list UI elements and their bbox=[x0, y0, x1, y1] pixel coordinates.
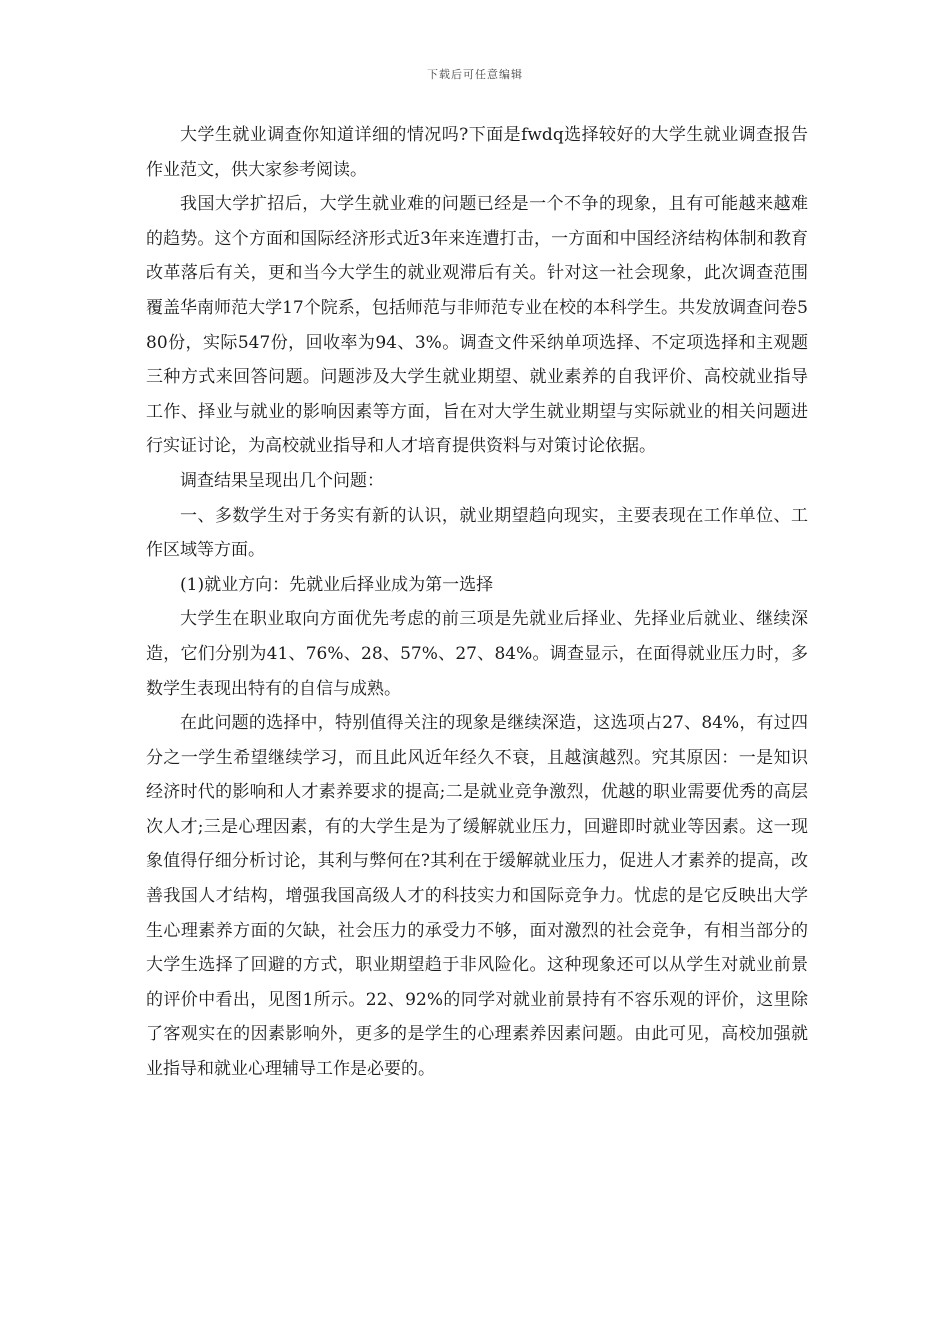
paragraph-results-heading: 调查结果呈现出几个问题： bbox=[180, 470, 384, 491]
paragraph-intro: 大学生就业调查你知道详细的情况吗?下面是fwdq选择较好的大学生就业调查报告作业范文，供大家参考阅读。 bbox=[146, 125, 808, 180]
paragraph-further-study: 在此问题的选择中，特别值得关注的现象是继续深造，这选项占27、84%，有过四分之一学生希望继续学习，而且此风近年经久不衰，且越演越烈。究其原因：一是知识经济时代的影响和人才素养要求的提高;二是就业竞争激烈，优越的职业需要优秀的高层次人才;三是心理因素，有的大学生是为了缓解就业压力，回避即时就业等因素。这一现象值得仔细分析讨论，其利与弊何在?其利在于缓解就业压力，促进人才素养的提高，改善我国人才结构，增强我国高级人才的科技实力和国际竞争力。忧虑的是它反映出大学生心理素养方面的欠缺，社会压力的承受力不够，面对激烈的社会竞争，有相当部分的大学生选择了回避的方式，职业期望趋于非风险化。这种现象还可以从学生对就业前景的评价中看出，见图1所示。22、92%的同学对就业前景持有不容乐观的评价，这里除了客观实在的因素影响外，更多的是学生的心理素养因素问题。由此可见，高校加强就业指导和就业心理辅导工作是必要的。 bbox=[146, 713, 808, 1080]
paragraph-career-orientation: 大学生在职业取向方面优先考虑的前三项是先就业后择业、先择业后就业、继续深造，它们分别为41、76%、28、57%、27、84%。调查显示，在面得就业压力时，多数学生表现出特有的自信与成熟。 bbox=[146, 609, 808, 699]
paragraph-section-one: 一、多数学生对于务实有新的认识，就业期望趋向现实，主要表现在工作单位、工作区域等方面。 bbox=[146, 505, 808, 561]
paragraph-background: 我国大学扩招后，大学生就业难的问题已经是一个不争的现象，且有可能越来越难的趋势。这个方面和国际经济形式近3年来连遭打击，一方面和中国经济结构体制和教育改革落后有关，更和当今大学生的就业观滞后有关。针对这一社会现象，此次调查范围覆盖华南师范大学17个院系，包括师范与非师范专业在校的本科学生。共发放调查问卷580份，实际547份，回收率为94、3%。调查文件采纳单项选择、不定项选择和主观题三种方式来回答问题。问题涉及大学生就业期望、就业素养的自我评价、高校就业指导工作、择业与就业的影响因素等方面，旨在对大学生就业期望与实际就业的相关问题进行实证讨论，为高校就业指导和人才培育提供资料与对策讨论依据。 bbox=[146, 194, 808, 457]
document-body bbox=[146, 118, 808, 1087]
paragraph-subheading-direction: (1)就业方向：先就业后择业成为第一选择 bbox=[180, 574, 494, 595]
page-header: 下载后可任意编辑 bbox=[427, 68, 523, 81]
